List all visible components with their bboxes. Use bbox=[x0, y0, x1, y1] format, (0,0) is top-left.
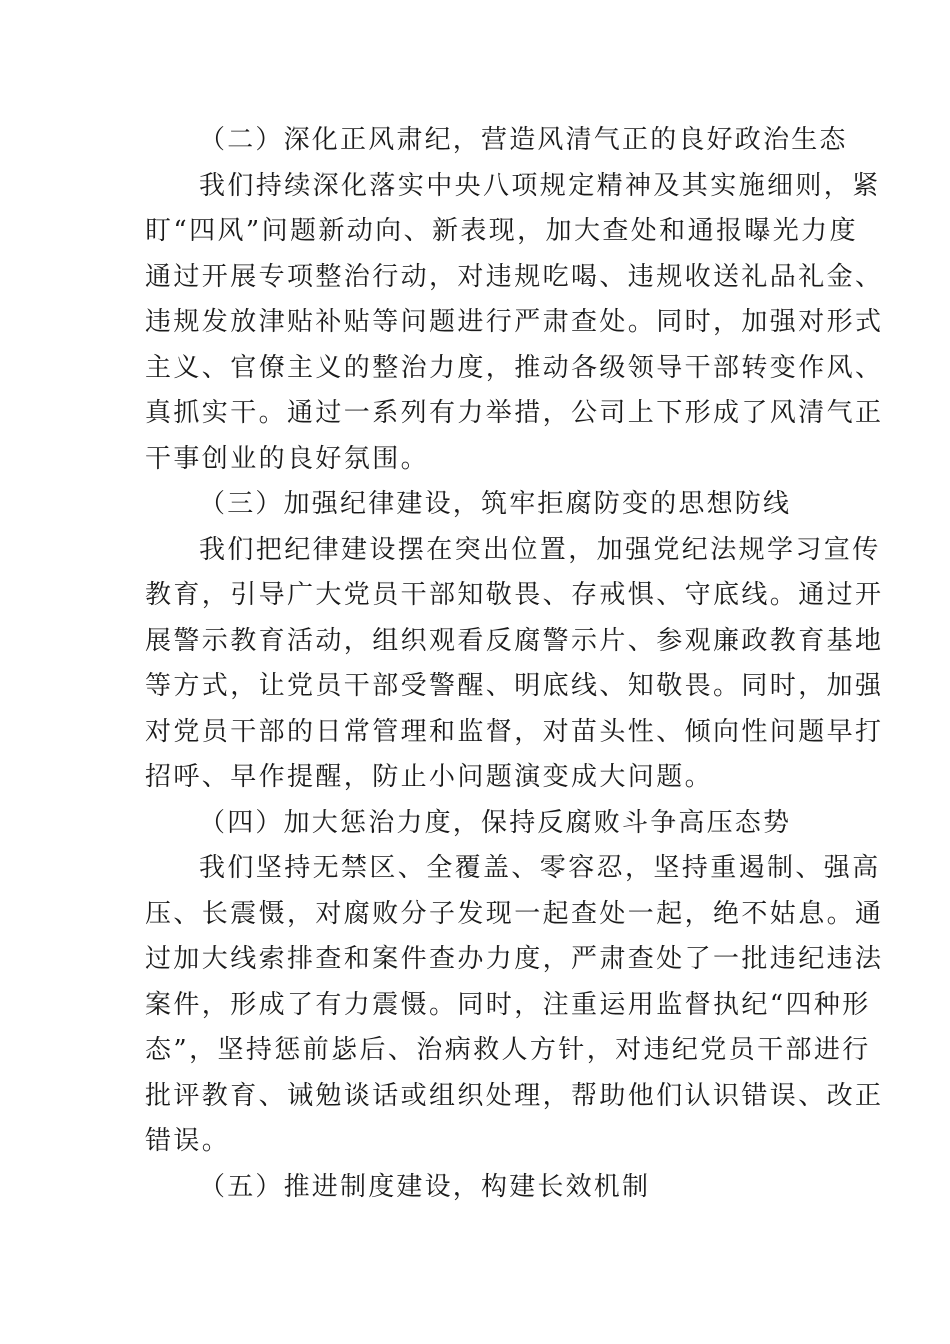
paragraph-line: 违规发放津贴补贴等问题进行严肃查处。同时，加强对形式 bbox=[145, 307, 884, 337]
paragraph-line: 案件，形成了有力震慑。同时，注重运用监督执纪“四种形 bbox=[145, 989, 871, 1020]
paragraph-line: 过加大线索排查和案件查办力度，严肃查处了一批违纪违法 bbox=[145, 944, 884, 974]
paragraph-line: 我们把纪律建设摆在突出位置，加强党纪法规学习宣传 bbox=[199, 534, 881, 565]
paragraph-line: 批评教育、诫勉谈话或组织处理，帮助他们认识错误、改正 bbox=[145, 1080, 884, 1111]
paragraph-line: 态”，坚持惩前毖后、治病救人方针，对违纪党员干部进行 bbox=[145, 1035, 871, 1065]
paragraph-line: 等方式，让党员干部受警醒、明底线、知敬畏。同时，加强 bbox=[145, 671, 884, 701]
paragraph-line: 主义、官僚主义的整治力度，推动各级领导干部转变作风、 bbox=[145, 352, 884, 383]
paragraph-line: 我们坚持无禁区、全覆盖、零容忍，坚持重遏制、强高 bbox=[199, 853, 881, 883]
paragraph-line: 错误。 bbox=[145, 1126, 231, 1156]
section-heading: （五）推进制度建设，构建长效机制 bbox=[199, 1171, 651, 1202]
paragraph-line: 教育，引导广大党员干部知敬畏、存戒惧、守底线。通过开 bbox=[145, 580, 884, 610]
paragraph-line: 我们持续深化落实中央八项规定精神及其实施细则，紧 bbox=[199, 170, 881, 201]
section-heading: （二）深化正风肃纪，营造风清气正的良好政治生态 bbox=[199, 125, 848, 155]
paragraph-line: 真抓实干。通过一系列有力举措，公司上下形成了风清气正 bbox=[145, 398, 884, 428]
document-page bbox=[145, 118, 884, 1210]
section-heading: （四）加大惩治力度，保持反腐败斗争高压态势 bbox=[199, 807, 792, 838]
section-heading: （三）加强纪律建设，筑牢拒腐防变的思想防线 bbox=[199, 489, 792, 519]
paragraph-line: 通过开展专项整治行动，对违规吃喝、违规收送礼品礼金、 bbox=[145, 261, 884, 292]
paragraph-line: 压、长震慑，对腐败分子发现一起查处一起，绝不姑息。通 bbox=[145, 898, 884, 929]
paragraph-line: 干事创业的良好氛围。 bbox=[145, 443, 430, 474]
paragraph-line: 盯“四风”问题新动向、新表现，加大查处和通报曝光力度 bbox=[145, 216, 858, 246]
paragraph-line: 对党员干部的日常管理和监督，对苗头性、倾向性问题早打 bbox=[145, 716, 884, 747]
paragraph-line: 展警示教育活动，组织观看反腐警示片、参观廉政教育基地 bbox=[145, 625, 884, 656]
paragraph-line: 招呼、早作提醒，防止小问题演变成大问题。 bbox=[145, 762, 714, 792]
